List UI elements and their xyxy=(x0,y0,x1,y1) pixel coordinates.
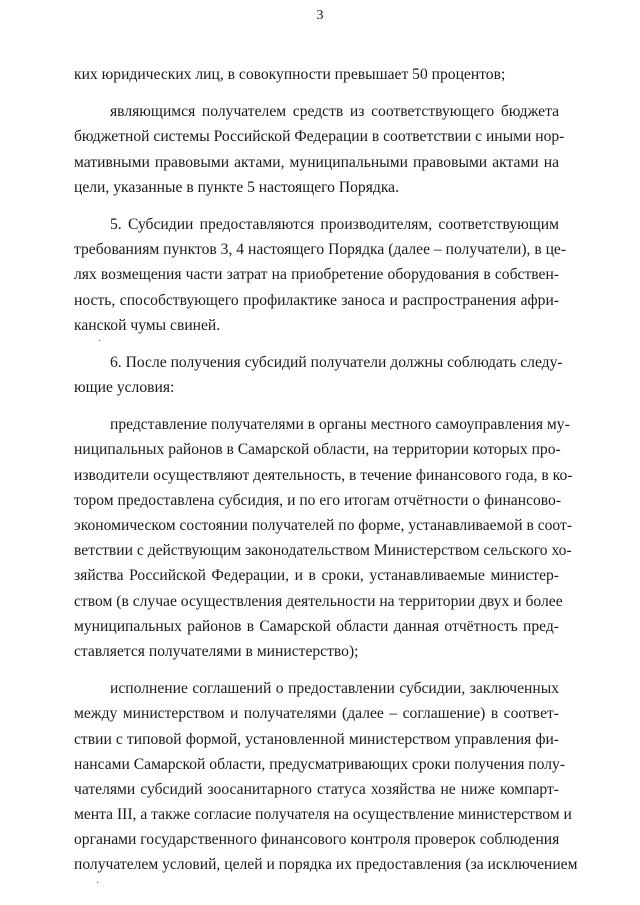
document-body xyxy=(74,62,578,890)
text-line: мента III, а также согласие получателя на осуществление министерством и xyxy=(74,806,572,824)
scan-speck: · xyxy=(98,336,102,347)
text-line: ность, способствующего профилактике заноса и распространения афри- xyxy=(74,291,559,309)
text-line: изводители осуществляют деятельность, в течение финансового года, в ко- xyxy=(74,466,573,484)
scan-speck: · xyxy=(96,878,100,889)
page-number: 3 xyxy=(316,8,324,23)
text-line: органами государственного финансового контроля проверок соблюдения xyxy=(74,831,560,849)
paragraph-item-6 xyxy=(74,350,563,400)
text-line: 6. После получения субсидий получатели должны соблюдать следу- xyxy=(110,353,563,371)
text-line: бюджетной системы Российской Федерации в соответствии с иными нор- xyxy=(74,128,565,146)
text-line: тором предоставлена субсидия, и по его итогам отчётности о финансово- xyxy=(74,491,562,509)
text-line: ющие условия: xyxy=(74,379,175,397)
paragraph-budget-recipient xyxy=(74,99,565,200)
text-line: между министерством и получателями (далее – соглашение) в соответ- xyxy=(74,705,559,723)
text-line: мативными правовыми актами, муниципальными правовыми актами на xyxy=(74,153,559,171)
text-line: представление получателями в органы местного самоуправления му- xyxy=(110,416,570,434)
text-line: исполнение соглашений о предоставлении субсидии, заключенных xyxy=(110,680,559,698)
text-line: ких юридических лиц, в совокупности превышает 50 процентов; xyxy=(74,66,506,83)
text-line: экономическом состоянии получателей по форме, устанавливаемой в соот- xyxy=(74,517,573,534)
paragraph-agreement-condition xyxy=(74,676,578,878)
text-line: ставляется получателями в министерство); xyxy=(74,642,359,660)
text-line: ством (в случае осуществления деятельности на территории двух и более xyxy=(74,592,563,610)
text-line: требованиям пунктов 3, 4 настоящего Порядка (далее – получатели), в це- xyxy=(74,241,567,259)
text-line: ниципальных районов в Самарской области, на территории которых про- xyxy=(74,441,561,459)
text-line: нансами Самарской области, предусматривающих сроки получения полу- xyxy=(74,755,566,773)
paragraph-reporting-condition xyxy=(74,412,573,664)
text-line: являющимся получателем средств из соответствующего бюджета xyxy=(110,103,559,121)
text-line: ствии с типовой формой, установленной министерством управления фи- xyxy=(74,730,559,748)
paragraph-item-5 xyxy=(74,212,567,338)
text-line: цели, указанные в пункте 5 настоящего Порядка. xyxy=(74,178,399,196)
text-line: 5. Субсидии предоставляются производителям, соответствующим xyxy=(110,215,559,233)
paragraph-continuation xyxy=(74,62,559,87)
text-line: получателем условий, целей и порядка их предоставления (за исключением xyxy=(74,856,578,874)
text-line: муниципальных районов в Самарской области данная отчётность пред- xyxy=(74,617,559,635)
text-line: ветствии с действующим законодательством Министерством сельского хо- xyxy=(74,542,572,560)
text-line: зяйства Российской Федерации, и в сроки, устанавливаемые министер- xyxy=(74,567,559,585)
text-line: лях возмещения части затрат на приобретение оборудования в собствен- xyxy=(74,266,559,284)
text-line: чателями субсидий зоосанитарного статуса хозяйства не ниже компарт- xyxy=(74,780,559,798)
text-line: канской чумы свиней. xyxy=(74,316,221,334)
